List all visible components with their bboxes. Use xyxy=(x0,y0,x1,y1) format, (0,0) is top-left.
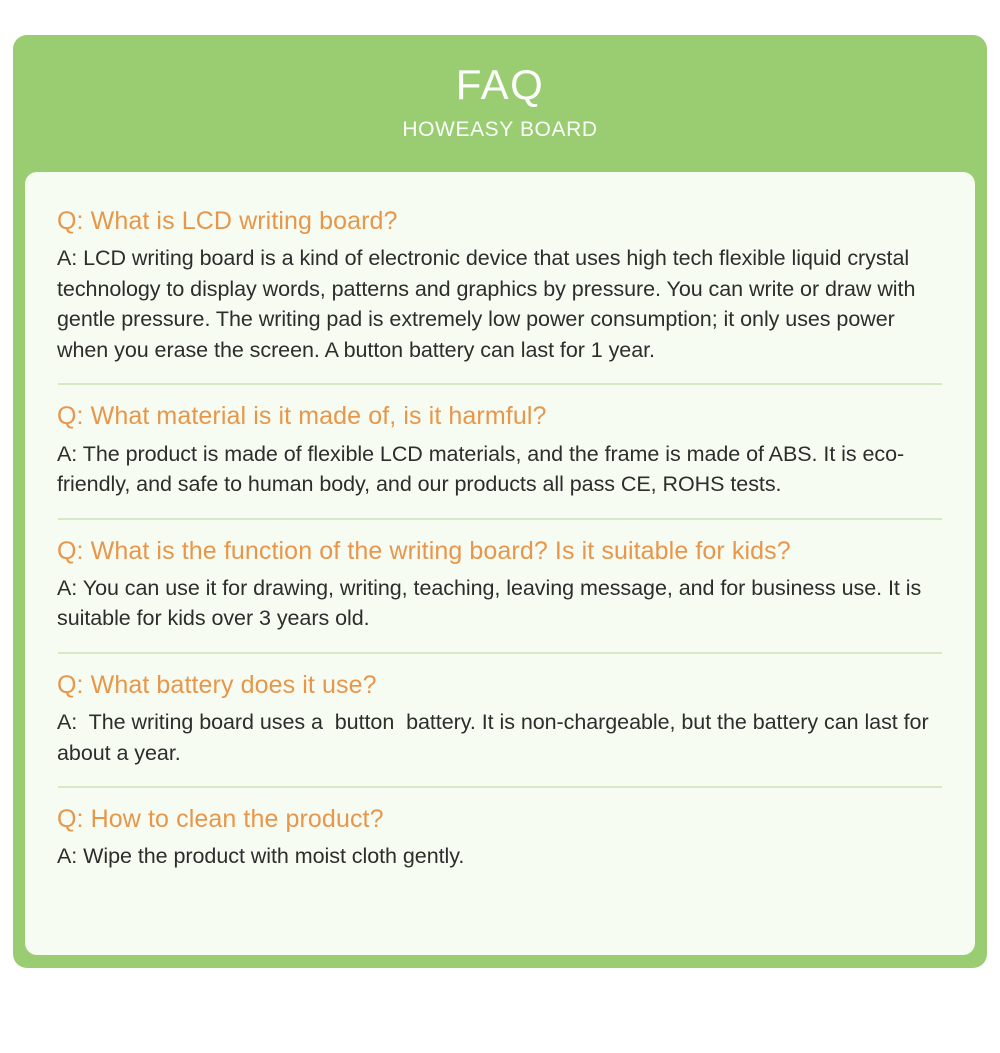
faq-question-4: Q: What battery does it use? xyxy=(57,670,377,699)
faq-question-3: Q: What is the function of the writing board? Is it suitable for kids? xyxy=(57,536,791,565)
faq-question-1: Q: What is LCD writing board? xyxy=(57,207,398,235)
faq-divider-1 xyxy=(58,383,942,385)
faq-divider-4 xyxy=(58,786,942,788)
faq-answer-2: A: The product is made of flexible LCD materials, and the frame is made of ABS. It is eco-friendly, and safe to human body, and our products all pass CE, ROHS tests. xyxy=(57,441,905,497)
faq-item-5 xyxy=(57,804,943,872)
faq-panel xyxy=(13,35,987,968)
faq-answer-4: A: The writing board uses a button battery. It is non-chargeable, but the battery can last for about a year. xyxy=(57,710,935,765)
faq-item-4 xyxy=(57,670,943,768)
faq-card xyxy=(25,172,975,955)
faq-answer-3: A: You can use it for drawing, writing, teaching, leaving message, and for business use. It is suitable for kids over 3 years old. xyxy=(57,575,928,631)
faq-header xyxy=(13,35,987,172)
faq-question-5: Q: How to clean the product? xyxy=(57,805,384,834)
faq-question-2: Q: What material is it made of, is it harmful? xyxy=(57,402,547,431)
page-title: FAQ xyxy=(455,61,545,108)
faq-divider-2 xyxy=(58,518,942,520)
faq-answer-5: A: Wipe the product with moist cloth gently. xyxy=(57,844,465,869)
page-subtitle: HOWEASY BOARD xyxy=(402,118,598,142)
faq-answer-1: A: LCD writing board is a kind of electronic device that uses high tech flexible liquid crystal technology to display words, patterns and graphics by pressure. You can write or draw with gentle pressure. The writing pad is extremely low power consumption; it only uses power when you erase the screen. A button battery can last for 1 year. xyxy=(57,246,922,362)
faq-item-1 xyxy=(57,206,943,365)
faq-divider-3 xyxy=(58,652,942,654)
faq-item-3 xyxy=(57,536,943,634)
faq-item-2 xyxy=(57,401,943,499)
